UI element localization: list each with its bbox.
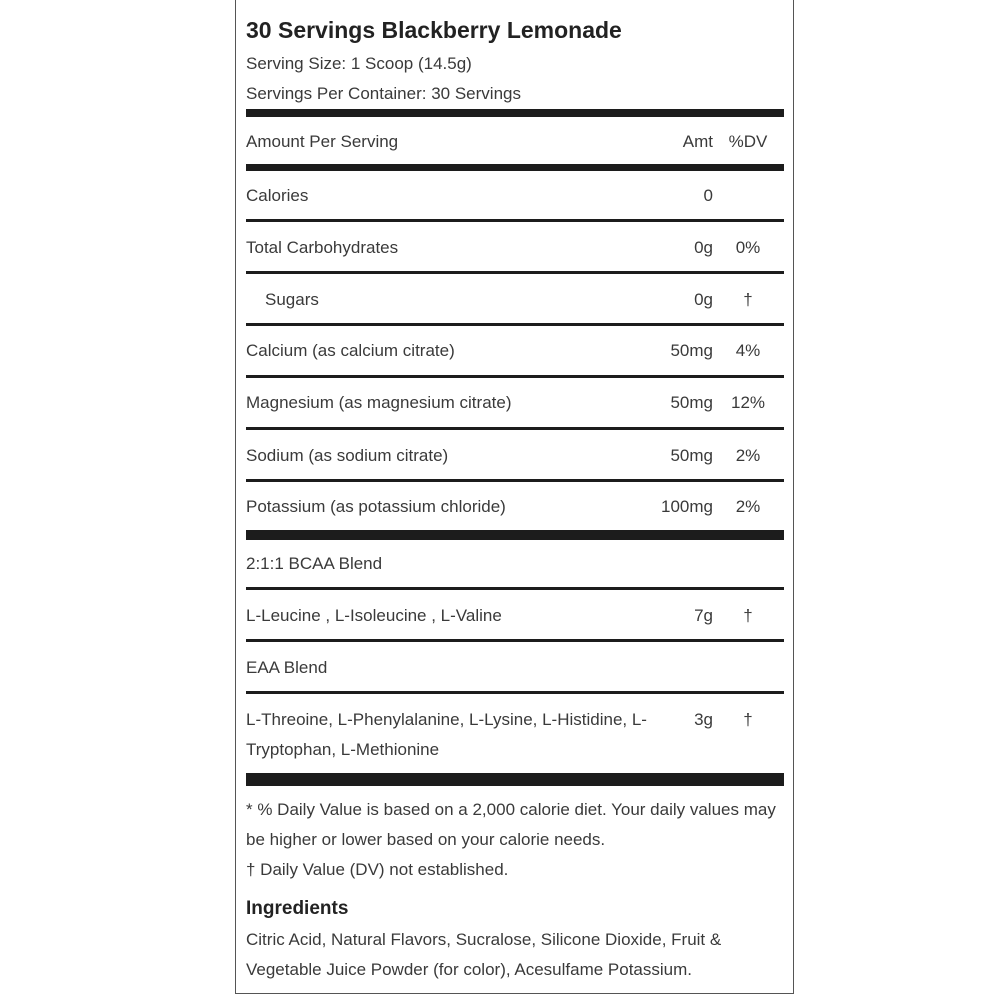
nutrient-name-carbohydrates: Total Carbohydrates: [246, 238, 399, 257]
nutrient-amount-sodium: 50mg: [670, 446, 713, 465]
nutrient-amount-calories: 0: [703, 186, 713, 205]
divider-thick: [246, 164, 784, 171]
divider-thick: [246, 530, 784, 540]
nutrient-amount-potassium: 100mg: [661, 497, 713, 516]
nutrient-amount-sugars: 0g: [694, 290, 713, 309]
nutrient-name-potassium: Potassium (as potassium chloride): [246, 497, 506, 516]
nutrient-dv-sodium: 2%: [735, 446, 761, 465]
nutrient-name-calcium: Calcium (as calcium citrate): [246, 341, 455, 360]
divider: [246, 375, 784, 378]
servings-per-container: Servings Per Container: 30 Servings: [246, 84, 521, 103]
divider-thick: [246, 109, 784, 117]
ingredients-line2: Vegetable Juice Powder (for color), Acesulfame Potassium.: [246, 960, 692, 979]
nutrient-name-sugars: Sugars: [265, 290, 319, 309]
amt-column-header: Amt: [682, 132, 713, 151]
product-title: 30 Servings Blackberry Lemonade: [246, 17, 622, 43]
amount-per-serving-label: Amount Per Serving: [246, 132, 399, 151]
blend-dv-eaa: †: [743, 710, 753, 729]
blend-ingredients-bcaa: L-Leucine , L-Isoleucine , L-Valine: [246, 606, 502, 625]
footnote-daily-value-line1: * % Daily Value is based on a 2,000 calorie diet. Your daily values may: [246, 800, 776, 819]
divider: [246, 691, 784, 694]
blend-amount-eaa: 3g: [694, 710, 713, 729]
footnote-dagger: † Daily Value (DV) not established.: [246, 860, 509, 879]
nutrient-amount-magnesium: 50mg: [670, 393, 713, 412]
divider: [246, 427, 784, 430]
nutrient-amount-carbohydrates: 0g: [694, 238, 713, 257]
nutrient-dv-potassium: 2%: [735, 497, 761, 516]
divider: [246, 479, 784, 482]
nutrient-amount-calcium: 50mg: [670, 341, 713, 360]
nutrient-dv-calcium: 4%: [735, 341, 761, 360]
serving-size: Serving Size: 1 Scoop (14.5g): [246, 54, 472, 73]
nutrient-name-magnesium: Magnesium (as magnesium citrate): [246, 393, 512, 412]
blend-ingredients-eaa-line1: L-Threoine, L-Phenylalanine, L-Lysine, L-Histidine, L-: [246, 710, 647, 729]
divider: [246, 639, 784, 642]
nutrient-name-calories: Calories: [246, 186, 309, 205]
divider: [246, 219, 784, 222]
blend-name-bcaa: 2:1:1 BCAA Blend: [246, 554, 383, 573]
ingredients-line1: Citric Acid, Natural Flavors, Sucralose, Silicone Dioxide, Fruit &: [246, 930, 722, 949]
divider: [246, 323, 784, 326]
divider-thick: [246, 773, 784, 786]
nutrient-dv-carbohydrates: 0%: [735, 238, 761, 257]
nutrient-name-sodium: Sodium (as sodium citrate): [246, 446, 449, 465]
ingredients-heading: Ingredients: [246, 898, 349, 919]
nutrient-dv-sugars: †: [743, 290, 753, 309]
divider: [246, 587, 784, 590]
divider: [246, 271, 784, 274]
blend-ingredients-eaa-line2: Tryptophan, L-Methionine: [246, 740, 440, 759]
blend-name-eaa: EAA Blend: [246, 658, 328, 677]
footnote-daily-value-line2: be higher or lower based on your calorie needs.: [246, 830, 606, 849]
nutrient-dv-magnesium: 12%: [730, 393, 766, 412]
blend-dv-bcaa: †: [743, 606, 753, 625]
blend-amount-bcaa: 7g: [694, 606, 713, 625]
dv-column-header: %DV: [728, 132, 768, 151]
